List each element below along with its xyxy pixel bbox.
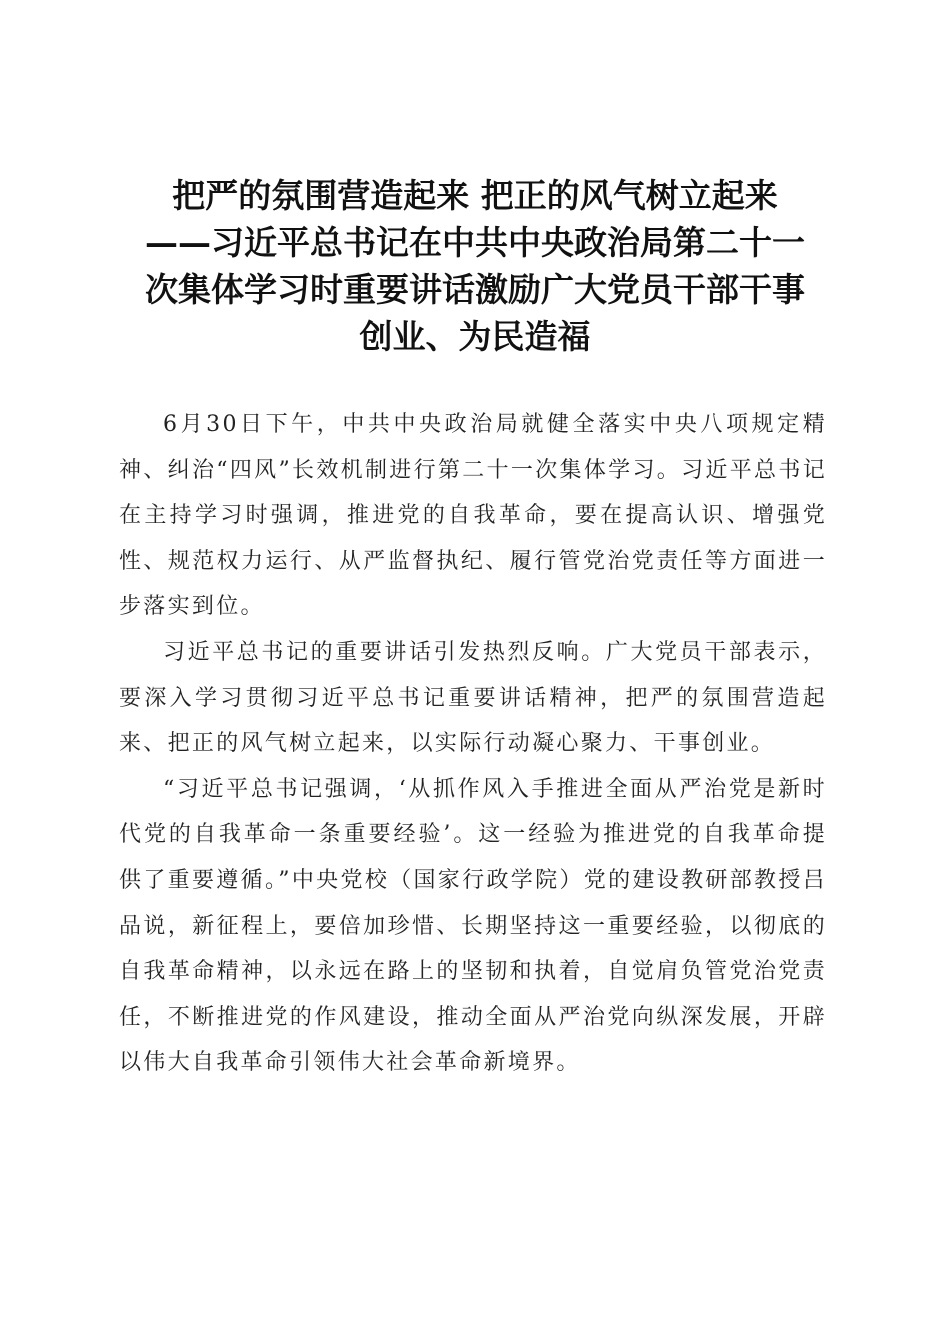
title-line-3: 次集体学习时重要讲话激励广大党员干部干事 [145, 270, 805, 309]
document-title [100, 172, 850, 360]
paragraph-2: 习近平总书记的重要讲话引发热烈反响。广大党员干部表示，要深入学习贯彻习近平总书记重要讲话精神，把严的氛围营造起来、把正的风气树立起来，以实际行动凝心聚力、干事创业。 [119, 639, 827, 757]
document-body [119, 402, 827, 1086]
title-line-1: 把严的氛围营造起来 把正的风气树立起来 [172, 176, 778, 215]
paragraph-3: “习近平总书记强调，‘从抓作风入手推进全面从严治党是新时代党的自我革命一条重要经验’。这一经验为推进党的自我革命提供了重要遵循。”中央党校（国家行政学院）党的建设教研部教授吕品说，新征程上，要倍加珍惜、长期坚持这一重要经验，以彻底的自我革命精神，以永远在路上的坚韧和执着，自觉肩负管党治党责任，不断推进党的作风建设，推动全面从严治党向纵深发展，开辟以伟大自我革命引领伟大社会革命新境界。 [119, 776, 827, 1076]
paragraph-1: 6月30日下午，中共中央政治局就健全落实中央八项规定精神、纠治“四风”长效机制进行第二十一次集体学习。习近平总书记在主持学习时强调，推进党的自我革命，要在提高认识、增强党性、规范权力运行、从严监督执纪、履行管党治党责任等方面进一步落实到位。 [119, 412, 827, 620]
title-line-2: ——习近平总书记在中共中央政治局第二十一 [145, 223, 805, 262]
title-line-4: 创业、为民造福 [359, 317, 591, 356]
